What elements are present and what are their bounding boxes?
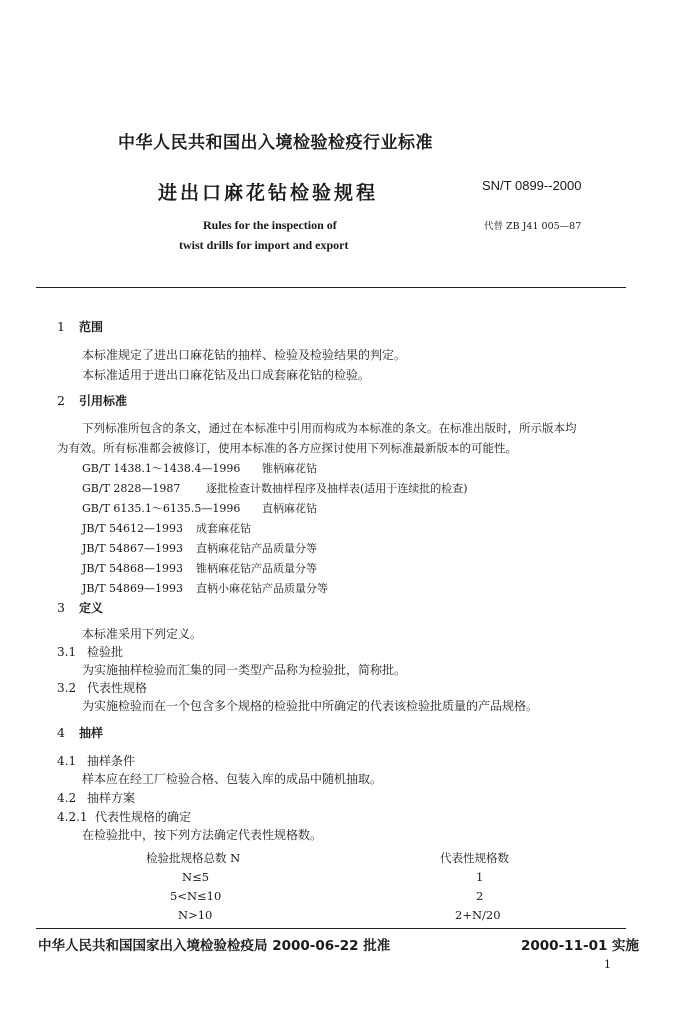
paragraph: 本标准采用下列定义。 [82, 627, 203, 641]
section-title: 范围 [79, 320, 104, 334]
section-4-heading [57, 724, 103, 741]
reference-item [82, 540, 317, 556]
reference-item [82, 560, 317, 576]
definition-heading [57, 679, 147, 696]
paragraph: 本标准规定了进出口麻花钻的抽样、检验及检验结果的判定。 [82, 348, 407, 362]
reference-title: 直柄小麻花钻产品质量分等 [196, 582, 328, 595]
definition-text: 为实施抽样检验而汇集的同一类型产品称为检验批，简称批。 [82, 663, 407, 677]
definition-term: 代表性规格 [87, 681, 148, 695]
definition-number: 3.2 [57, 681, 77, 695]
table-header-cell: 代表性规格数 [440, 851, 509, 865]
table-cell: 5<N≤10 [170, 889, 222, 903]
section-1-heading [57, 318, 103, 335]
reference-item [82, 520, 251, 536]
replaces-note: 代替 ZB J41 005—87 [484, 221, 582, 232]
section-title: 抽样 [79, 726, 104, 740]
reference-code: GB/T 2828—1987 [82, 482, 181, 495]
definition-number: 3.1 [57, 645, 77, 659]
english-title-line1: Rules for the inspection of [203, 218, 337, 232]
table-cell: N≤5 [182, 870, 210, 884]
subsection-number: 4.2.1 [57, 810, 88, 824]
subsection-title: 抽样条件 [87, 754, 136, 768]
subsection-title: 代表性规格的确定 [95, 810, 192, 824]
footer-divider [36, 928, 626, 929]
reference-code: GB/T 1438.1～1438.4—1996 [82, 462, 241, 475]
paragraph: 本标准适用于进出口麻花钻及出口成套麻花钻的检验。 [82, 368, 371, 382]
issuing-organization: 中华人民共和国出入境检验检疫行业标准 [118, 133, 433, 153]
section-number: 2 [57, 393, 65, 408]
reference-title: 逐批检查计数抽样程序及抽样表(适用于连续批的检查) [206, 482, 468, 495]
subsection-number: 4.2 [57, 791, 77, 805]
paragraph: 在检验批中，按下列方法确定代表性规格数。 [82, 828, 323, 842]
reference-item [82, 580, 328, 596]
table-cell: N>10 [178, 908, 213, 922]
table-cell: 1 [476, 870, 484, 884]
reference-title: 锥柄麻花钻产品质量分等 [196, 562, 317, 575]
subsection-number: 4.1 [57, 754, 77, 768]
reference-code: JB/T 54612—1993 [82, 522, 184, 535]
table-cell: 2 [476, 889, 484, 903]
page-number: 1 [604, 958, 611, 971]
header-divider [36, 287, 626, 288]
approval-line: 中华人民共和国国家出入境检验检疫局 2000-06-22 批准 [38, 938, 391, 954]
reference-title: 直柄麻花钻 [262, 502, 317, 515]
table-cell: 2+N/20 [455, 908, 501, 922]
section-number: 4 [57, 725, 65, 740]
reference-title: 直柄麻花钻产品质量分等 [196, 542, 317, 555]
english-title-line2: twist drills for import and export [179, 238, 349, 252]
subsection-heading [57, 808, 191, 825]
paragraph: 为有效。所有标准都会被修订，使用本标准的各方应探讨使用下列标准最新版本的可能性。 [57, 441, 517, 455]
section-number: 3 [57, 600, 65, 615]
section-number: 1 [57, 319, 65, 334]
paragraph: 下列标准所包含的条文，通过在本标准中引用而构成为本标准的条文。在标准出版时，所示版本均 [82, 421, 577, 435]
definition-term: 检验批 [87, 645, 124, 659]
reference-title: 锥柄麻花钻 [262, 462, 317, 475]
section-2-heading [57, 392, 127, 409]
reference-item [82, 500, 317, 516]
standard-number: SN/T 0899--2000 [482, 178, 582, 193]
reference-code: GB/T 6135.1～6135.5—1996 [82, 502, 241, 515]
paragraph: 样本应在经工厂检验合格、包装入库的成品中随机抽取。 [82, 772, 383, 786]
subsection-heading [57, 752, 135, 769]
reference-item [82, 480, 468, 496]
reference-item [82, 460, 317, 476]
subsection-heading [57, 789, 135, 806]
table-header-cell: 检验批规格总数 N [146, 851, 241, 865]
reference-title: 成套麻花钻 [196, 522, 251, 535]
section-3-heading [57, 599, 103, 616]
definition-heading [57, 643, 123, 660]
reference-code: JB/T 54869—1993 [82, 582, 184, 595]
section-title: 引用标准 [79, 394, 128, 408]
definition-text: 为实施检验而在一个包含多个规格的检验批中所确定的代表该检验批质量的产品规格。 [82, 699, 539, 713]
document-title: 进出口麻花钻检验规程 [158, 182, 379, 204]
subsection-title: 抽样方案 [87, 791, 136, 805]
effective-date: 2000-11-01 实施 [521, 938, 640, 954]
reference-code: JB/T 54868—1993 [82, 562, 184, 575]
reference-code: JB/T 54867—1993 [82, 542, 184, 555]
section-title: 定义 [79, 601, 104, 615]
